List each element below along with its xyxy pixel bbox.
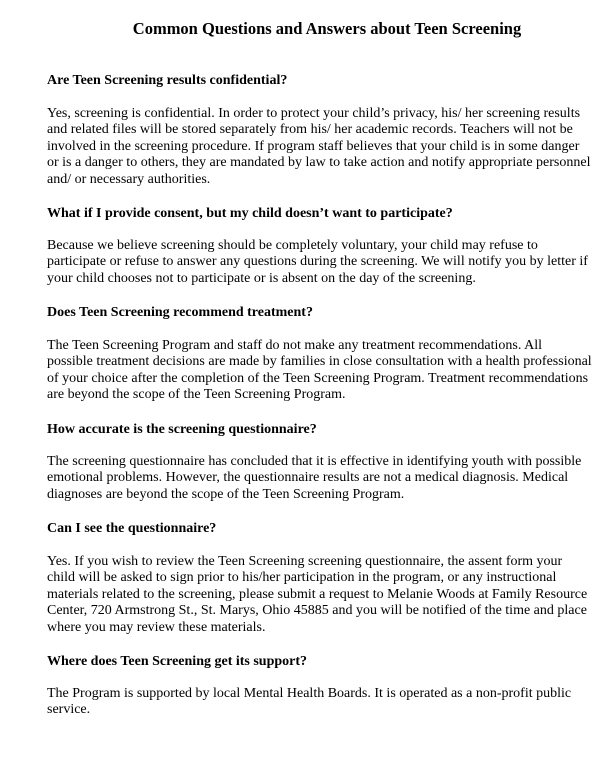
answer-line: and related files will be stored separately from his/ her academic records. Teachers will not be: [47, 122, 573, 138]
answer-see-questionnaire: [47, 554, 613, 636]
answer-line: The Program is supported by local Mental Health Boards. It is operated as a non-profit public: [47, 686, 572, 701]
answer-consent: [47, 238, 613, 287]
answer-line: materials related to the screening, please submit a request to Melanie Woods at Family Resource: [47, 586, 588, 602]
question-accuracy: How accurate is the screening questionnaire?: [47, 422, 317, 437]
answer-support: [47, 686, 613, 719]
answer-line: possible treatment decisions are made by families in close consultation with a health professional: [47, 354, 592, 370]
answer-line: your child chooses not to participate or is absent on the day of the screening.: [47, 270, 476, 286]
question-consent: What if I provide consent, but my child doesn’t want to participate?: [47, 206, 453, 221]
answer-line: service.: [47, 702, 91, 718]
answer-line: Center, 720 Armstrong St., St. Marys, Ohio 45885 and you will be notified of the time and place: [47, 603, 587, 619]
answer-treatment: [47, 338, 613, 404]
answer-accuracy: [47, 454, 613, 503]
answer-line: or is a danger to others, they are mandated by law to take action and notify appropriate personnel: [47, 155, 591, 171]
question-confidential: Are Teen Screening results confidential?: [47, 73, 288, 88]
answer-line: Yes. If you wish to review the Teen Screening screening questionnaire, the assent form your: [47, 554, 563, 569]
answer-line: and/ or necessary authorities.: [47, 171, 211, 187]
answer-line: emotional problems. However, the questionnaire results are not a medical diagnosis. Medical: [47, 470, 569, 486]
answer-line: where you may review these materials.: [47, 619, 266, 635]
answer-line: are beyond the scope of the Teen Screening Program.: [47, 387, 346, 403]
answer-line: Yes, screening is confidential. In order to protect your child’s privacy, his/ her screening results: [47, 106, 581, 121]
answer-line: of your choice after the completion of the Teen Screening Program. Treatment recommendations: [47, 370, 589, 386]
answer-line: participate or refuse to answer any questions during the screening. We will notify you by letter if: [47, 254, 588, 270]
question-support: Where does Teen Screening get its support?: [47, 654, 308, 669]
answer-confidential: [47, 106, 613, 188]
answer-line: The screening questionnaire has concluded that it is effective in identifying youth with possible: [47, 454, 582, 469]
answer-line: child will be asked to sign prior to his/her participation in the program, or any instructional: [47, 570, 557, 586]
answer-line: Because we believe screening should be completely voluntary, your child may refuse to: [47, 238, 538, 253]
document-title: Common Questions and Answers about Teen Screening: [132, 19, 522, 38]
answer-line: involved in the screening procedure. If program staff believes that your child is in some danger: [47, 138, 580, 154]
question-see-questionnaire: Can I see the questionnaire?: [47, 521, 217, 536]
answer-line: diagnoses are beyond the scope of the Teen Screening Program.: [47, 486, 405, 502]
answer-line: The Teen Screening Program and staff do not make any treatment recommendations. All: [47, 338, 542, 353]
question-treatment: Does Teen Screening recommend treatment?: [47, 305, 313, 320]
